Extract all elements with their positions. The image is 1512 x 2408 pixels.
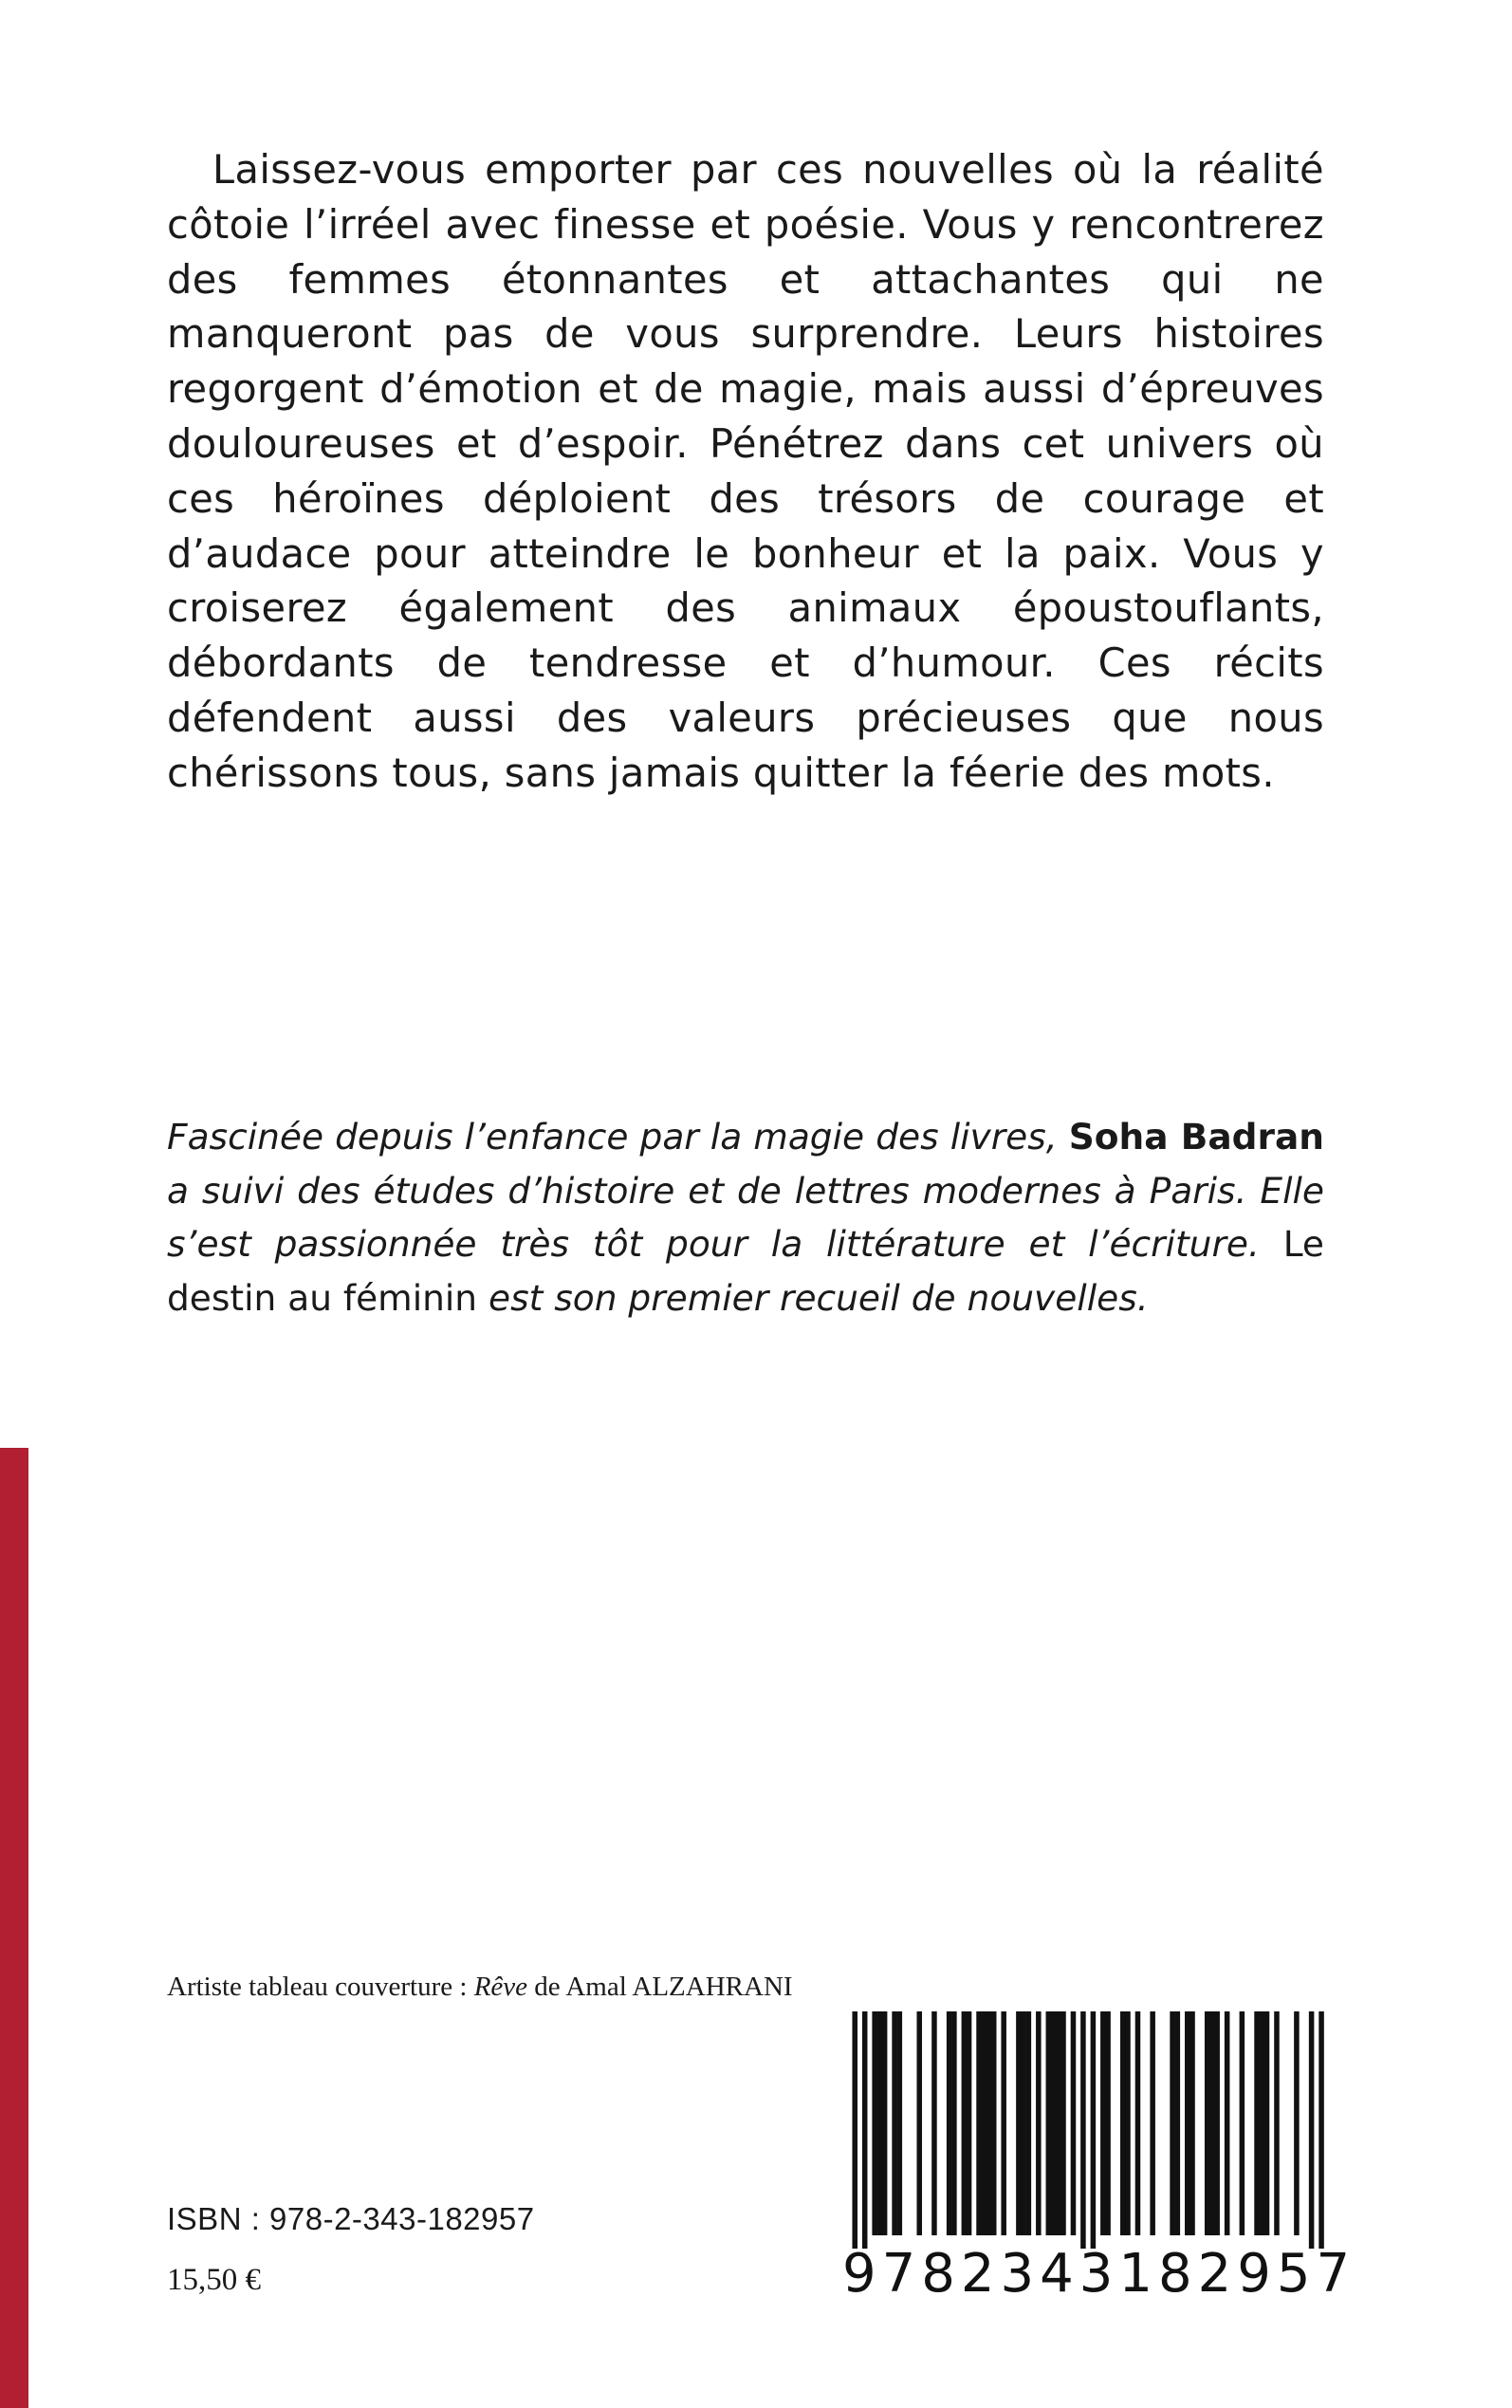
barcode-bar <box>1080 2011 1086 2249</box>
barcode-bar <box>1125 2011 1131 2235</box>
barcode-bar <box>1189 2011 1195 2235</box>
barcode-bar <box>882 2011 888 2235</box>
barcode-bar <box>967 2011 972 2235</box>
barcode-bar <box>1294 2011 1300 2235</box>
book-title: Le destin au féminin <box>167 1223 1324 1319</box>
barcode-bar <box>877 2011 883 2235</box>
barcode-bar <box>947 2011 952 2235</box>
barcode-bar <box>1274 2011 1280 2235</box>
barcode-bar <box>1205 2011 1210 2235</box>
barcode-bar <box>916 2011 922 2235</box>
barcode-bar <box>1071 2011 1077 2235</box>
barcode-bar <box>1120 2011 1126 2235</box>
barcode-bar <box>1225 2011 1230 2235</box>
barcode-bar <box>931 2011 937 2235</box>
author-name: Soha Badran <box>1068 1116 1324 1158</box>
isbn-number: ISBN : 978-2-343-182957 <box>167 2201 535 2236</box>
barcode-bar <box>951 2011 957 2235</box>
barcode-bar <box>976 2011 982 2235</box>
barcode-bar <box>852 2011 857 2249</box>
barcode-bar <box>1175 2011 1181 2235</box>
barcode-bar <box>1091 2011 1097 2249</box>
barcode-bar <box>1240 2011 1245 2235</box>
barcode-bar <box>1150 2011 1155 2235</box>
barcode-bar <box>1170 2011 1175 2235</box>
barcode-bar <box>1214 2011 1220 2235</box>
barcode-bar <box>1100 2011 1106 2235</box>
barcode-bar <box>892 2011 897 2235</box>
barcode-digits: 9782343182957 <box>842 2243 1356 2305</box>
back-cover-blurb: Laissez-vous emporter par ces nouvelles où la réalité côtoie l’irréel avec finesse et poésie. Vous y rencontrerez des femmes étonnantes et attachantes qui ne manqueront pas de vous surprendre. Leurs histoires regorgent d’émotion et de magie, mais aussi d’épreuves douloureuses et d’espoir. Pénétrez dans cet univers où ces héroïnes déploient des trésors de courage et d’audace pour atteindre le bonheur et la paix. Vous y croiserez également des animaux époustouflants, débordants de tendresse et d’humour. Ces récits défendent aussi des valeurs précieuses que nous chérissons tous, sans jamais quitter la féerie des mots. <box>167 146 1324 796</box>
barcode-bar <box>1036 2011 1042 2235</box>
barcode-bar <box>1046 2011 1052 2235</box>
barcode-bar <box>1254 2011 1260 2235</box>
bio-part-2: a suivi des études d’histoire et de lettres modernes à Paris. Elle s’est passionnée très tôt pour la littérature et l’écriture. <box>167 1169 1324 1265</box>
barcode-bar <box>1060 2011 1066 2235</box>
barcode-bar <box>1264 2011 1270 2235</box>
barcode-bar <box>1185 2011 1190 2235</box>
artwork-title: Rêve <box>473 1972 528 2002</box>
price: 15,50 € <box>167 2263 261 2297</box>
barcode-bars-icon <box>842 2011 1334 2249</box>
barcode-bar <box>1021 2011 1026 2235</box>
red-accent-bar <box>0 1448 28 2408</box>
barcode-bar <box>1209 2011 1215 2235</box>
barcode-bar <box>986 2011 992 2235</box>
barcode <box>842 2011 1356 2311</box>
barcode-bar <box>872 2011 877 2235</box>
barcode-bar <box>1026 2011 1032 2235</box>
barcode-bar <box>982 2011 987 2235</box>
barcode-bar <box>1105 2011 1111 2235</box>
barcode-bar <box>897 2011 903 2235</box>
barcode-bar <box>862 2011 868 2249</box>
barcode-bar <box>1260 2011 1265 2235</box>
barcode-bar <box>1309 2011 1315 2249</box>
bio-part-3: est son premier recueil de nouvelles. <box>477 1276 1149 1319</box>
credit-suffix: de Amal ALZAHRANI <box>527 1972 793 2002</box>
barcode-bar <box>1318 2011 1324 2249</box>
barcode-bar <box>962 2011 968 2235</box>
cover-art-credit <box>167 1972 793 2003</box>
barcode-bar <box>1016 2011 1022 2235</box>
barcode-bar <box>1001 2011 1006 2235</box>
barcode-bar <box>1056 2011 1061 2235</box>
author-bio <box>167 1110 1324 1324</box>
credit-prefix: Artiste tableau couverture : <box>167 1972 474 2002</box>
barcode-bar <box>1135 2011 1141 2235</box>
barcode-bar <box>991 2011 997 2235</box>
barcode-bar <box>1051 2011 1057 2235</box>
bio-part-1: Fascinée depuis l’enfance par la magie des livres, <box>167 1116 1069 1158</box>
